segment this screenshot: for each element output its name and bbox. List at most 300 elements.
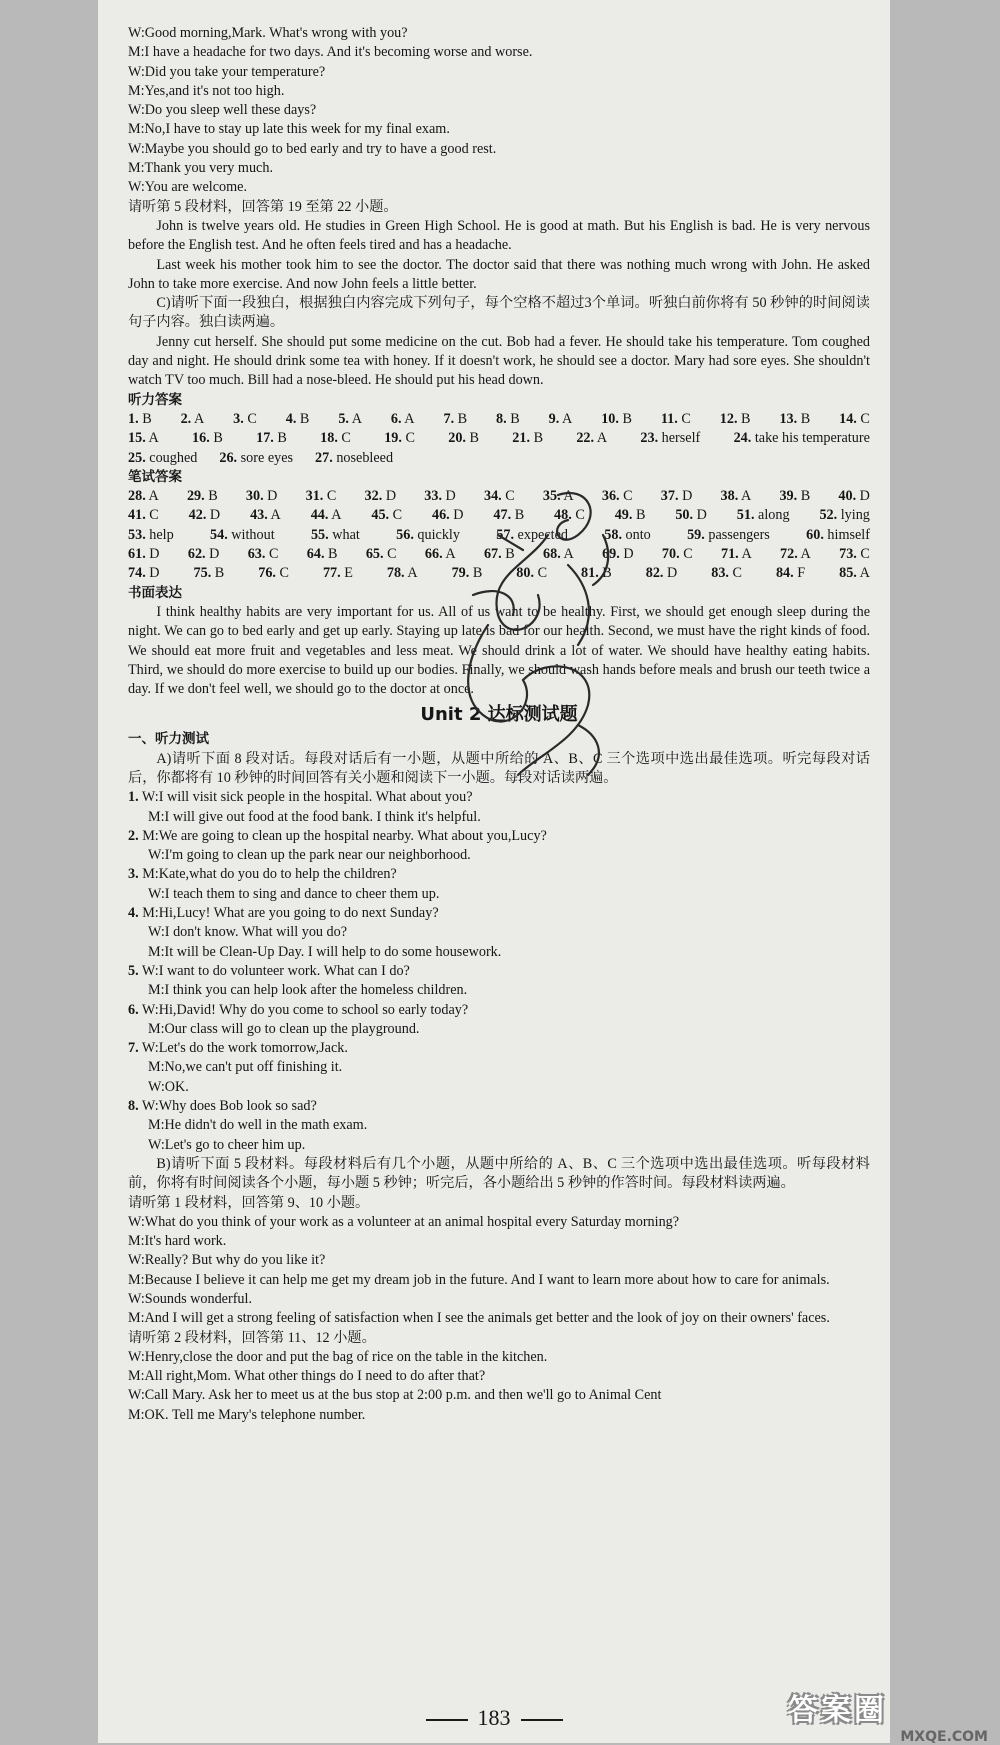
answer-item xyxy=(194,564,225,583)
answer-item xyxy=(338,410,362,429)
answer-item xyxy=(640,429,700,448)
answer-number: 62. xyxy=(187,546,206,563)
answer-value: sore eyes xyxy=(237,449,294,466)
section-b-instructions: B)请听下面 5 段材料。每段材料后有几个小题，从题中所给的 A、B、C 三个选项中选出最佳选项。听每段材料前，你将有时间阅读各个小题，每小题 5 秒钟；听完后，各小题给出 5 秒钟的作答时间。每段材料读两遍。 xyxy=(128,1155,870,1192)
answer-value: C xyxy=(679,546,693,563)
answer-value: coughed xyxy=(145,449,198,466)
dialogue-line: W:Maybe you should go to bed early and try to have a good rest. xyxy=(128,140,497,157)
answer-number: 78. xyxy=(386,565,405,582)
dialogue-line: 2. M:We are going to clean up the hospital nearby. What about you,Lucy? xyxy=(128,827,547,844)
dialogue-line: M:Our class will go to clean up the playground. xyxy=(148,1020,420,1037)
answer-item xyxy=(839,410,870,429)
dialogue-line: W:I don't know. What will you do? xyxy=(148,924,348,941)
passage-paragraph: Last week his mother took him to see the doctor. The doctor said that there was nothing much wrong with John. He asked John to take more exercise. And now John feels a little better. xyxy=(128,256,870,292)
answer-value: A xyxy=(401,410,415,427)
answer-value: C xyxy=(501,488,515,505)
answer-item xyxy=(128,564,160,583)
answer-value: D xyxy=(263,488,278,505)
answer-number: 83. xyxy=(711,565,729,582)
answer-item xyxy=(258,564,289,583)
answer-value: along xyxy=(754,507,790,524)
question-number: 3. xyxy=(128,866,139,883)
answer-number: 84. xyxy=(775,565,794,582)
answer-number: 69. xyxy=(602,546,620,563)
answer-value: B xyxy=(469,565,483,582)
dialogue-line: M:I have a headache for two days. And it's becoming worse and worse. xyxy=(128,44,533,61)
monologue-text: Jenny cut herself. She should put some medicine on the cut. Bob had a fever. He should take his temperature. Tom coughed day and night. He should drink some tea with honey. If it doesn't work, he should see a doctor. Mary had sore eyes. She shouldn't watch TV too much. Bill had a nose-bleed. He should put his head down. xyxy=(128,333,870,389)
answer-number: 43. xyxy=(250,507,268,524)
answer-number: 75. xyxy=(193,565,212,582)
answer-number: 20. xyxy=(448,430,466,447)
dialogue-line: W:Did you take your temperature? xyxy=(128,63,326,80)
answer-value: B xyxy=(209,430,223,447)
answer-number: 17. xyxy=(256,430,274,447)
answer-value: B xyxy=(211,565,225,582)
dialogue-line: M:It's hard work. xyxy=(128,1233,227,1250)
answer-value: B xyxy=(506,410,520,427)
answer-item xyxy=(188,545,220,564)
written-answers-heading: 笔试答案 xyxy=(128,468,182,485)
answer-item xyxy=(512,429,543,448)
answer-value: D xyxy=(856,488,870,505)
answer-number: 46. xyxy=(431,507,450,524)
answer-item xyxy=(128,545,160,564)
answer-number: 63. xyxy=(247,546,266,563)
answer-row xyxy=(128,429,870,448)
answer-item xyxy=(819,506,869,525)
answer-value: A xyxy=(191,410,205,427)
dialogue-line: M:All right,Mom. What other things do I need to do after that? xyxy=(128,1368,486,1385)
dialogue-line: 5. W:I want to do volunteer work. What can I do? xyxy=(128,962,410,979)
answer-item xyxy=(391,410,415,429)
answer-value: A xyxy=(560,546,574,563)
material-prompt: 请听第 1 段材料，回答第 9、10 小题。 xyxy=(128,1194,370,1211)
answer-value: D xyxy=(449,507,464,524)
answer-number: 9. xyxy=(548,410,560,427)
page-number-text: 183 xyxy=(477,1705,511,1730)
answer-item xyxy=(549,410,573,429)
answer-value: D xyxy=(693,507,707,524)
answer-number: 57. xyxy=(496,526,514,543)
answer-item xyxy=(776,564,805,583)
answer-item xyxy=(248,545,279,564)
answer-item xyxy=(371,506,402,525)
page-dash-right xyxy=(521,1719,563,1721)
answer-item xyxy=(187,487,218,506)
answer-item xyxy=(675,506,707,525)
answer-number: 77. xyxy=(322,565,341,582)
answer-number: 19. xyxy=(384,430,402,447)
answer-number: 12. xyxy=(719,410,738,427)
unit-title: Unit 2 达标测试题 xyxy=(420,704,578,726)
dialogue-line: W:You are welcome. xyxy=(128,179,247,196)
answer-value: B xyxy=(324,546,338,563)
dialogue-line: M:I will give out food at the food bank. I think it's helpful. xyxy=(148,808,481,825)
answer-value: A xyxy=(560,488,574,505)
answer-number: 13. xyxy=(779,410,798,427)
answer-item xyxy=(687,526,770,545)
answer-value: B xyxy=(204,488,218,505)
answer-row xyxy=(128,410,870,429)
answer-number: 21. xyxy=(512,430,531,447)
answer-number: 71. xyxy=(720,546,739,563)
answer-number: 66. xyxy=(424,546,443,563)
page-number xyxy=(98,1705,890,1731)
answer-number: 8. xyxy=(496,410,507,427)
answer-item xyxy=(720,410,751,429)
answer-value: A xyxy=(856,565,870,582)
answer-value: A xyxy=(559,410,573,427)
question-number: 2. xyxy=(128,827,139,844)
dialogue-line: M:Thank you very much. xyxy=(128,160,273,177)
answer-item xyxy=(384,429,415,448)
answer-value: B xyxy=(737,410,751,427)
answer-number: 59. xyxy=(687,526,705,543)
answer-number: 58. xyxy=(604,526,622,543)
answer-item xyxy=(839,564,870,583)
answer-item xyxy=(128,526,174,545)
answer-value: D xyxy=(663,565,678,582)
dialogue-line: M:I think you can help look after the homeless children. xyxy=(148,982,468,999)
answer-number: 72. xyxy=(780,546,798,563)
answer-value: B xyxy=(501,546,515,563)
answer-item xyxy=(246,487,278,506)
answer-number: 16. xyxy=(192,430,210,447)
answer-number: 30. xyxy=(245,488,264,505)
answer-number: 10. xyxy=(601,410,619,427)
answer-item xyxy=(366,545,397,564)
material-prompt: 请听第 2 段材料，回答第 11、12 小题。 xyxy=(128,1329,376,1346)
answer-number: 79. xyxy=(451,565,470,582)
passage-paragraph: John is twelve years old. He studies in Green High School. He is good at math. But his English is bad. He is very nervous before the English test. And he often feels tired and has a headache. xyxy=(128,217,870,254)
answer-number: 50. xyxy=(675,507,694,524)
answer-value: D xyxy=(619,546,634,563)
question-number: 1. xyxy=(128,789,139,806)
answer-value: C xyxy=(323,488,337,505)
passage xyxy=(128,217,870,294)
answer-number: 45. xyxy=(371,507,390,524)
answer-value: C xyxy=(677,410,691,427)
answer-number: 54. xyxy=(210,526,228,543)
answer-value: C xyxy=(243,410,257,427)
answer-value: B xyxy=(797,488,811,505)
answer-item xyxy=(721,487,752,506)
answer-item xyxy=(779,487,810,506)
handwritten-signature-stamp xyxy=(428,475,638,795)
dialogue-line: 4. M:Hi,Lucy! What are you going to do next Sunday? xyxy=(128,905,439,922)
answer-item xyxy=(780,545,811,564)
dialogue-line: W:Call Mary. Ask her to meet us at the bus stop at 2:00 p.m. and then we'll go to Animal Cent xyxy=(128,1387,662,1404)
answer-item xyxy=(661,410,691,429)
answer-item xyxy=(734,429,870,448)
scanned-page xyxy=(98,0,890,1743)
watermark-text: 答案圈 xyxy=(788,1693,887,1728)
answer-value: B xyxy=(511,507,525,524)
dialogue-line: W:What do you think of your work as a volunteer at an animal hospital every Saturday morning? xyxy=(128,1213,680,1230)
answer-value: B xyxy=(618,410,632,427)
answer-number: 74. xyxy=(128,565,146,582)
section-a-instructions: A)请听下面 8 段对话。每段对话后有一小题，从题中所给的 A、B、C 三个选项中选出最佳选项。听完每段对话后，你都将有 10 秒钟的时间回答有关小题和阅读下一小题。每段对话读两遍。 xyxy=(128,750,870,786)
answer-number: 48. xyxy=(554,507,572,524)
answer-value: C xyxy=(571,507,585,524)
answer-number: 32. xyxy=(364,488,383,505)
answer-number: 52. xyxy=(819,507,838,524)
dialogue-line: M:It will be Clean-Up Day. I will help to do some housework. xyxy=(148,943,502,960)
answer-number: 37. xyxy=(660,488,679,505)
answer-number: 82. xyxy=(645,565,664,582)
answer-item xyxy=(662,545,693,564)
answer-item xyxy=(189,506,221,525)
answer-value: without xyxy=(227,526,275,543)
answer-value: D xyxy=(145,546,160,563)
answer-value: expected xyxy=(514,526,568,543)
answer-number: 34. xyxy=(483,488,502,505)
dialogue-block xyxy=(128,24,870,198)
dialogue-line: M:And I will get a strong feeling of satisfaction when I see the animals get better and the look of joy on their owners' faces. xyxy=(128,1310,830,1327)
dialogue-line: 8. W:Why does Bob look so sad? xyxy=(128,1098,317,1115)
answer-value: B xyxy=(632,507,646,524)
answer-value: F xyxy=(793,565,806,582)
question-number: 7. xyxy=(128,1040,139,1057)
answer-number: 40. xyxy=(838,488,857,505)
answer-value: C xyxy=(856,546,870,563)
answer-number: 23. xyxy=(640,430,659,447)
answer-value: D xyxy=(382,488,397,505)
answer-item xyxy=(233,410,257,429)
answer-number: 53. xyxy=(128,526,146,543)
answer-item xyxy=(219,449,293,468)
answer-number: 28. xyxy=(128,488,146,505)
answer-item xyxy=(838,487,870,506)
answer-number: 64. xyxy=(306,546,325,563)
answer-number: 85. xyxy=(839,565,857,582)
answer-value: A xyxy=(267,507,281,524)
answer-number: 81. xyxy=(581,565,599,582)
answer-number: 14. xyxy=(839,410,857,427)
answer-item xyxy=(661,487,693,506)
answer-item xyxy=(128,487,159,506)
question-number: 5. xyxy=(128,962,139,979)
dialogue-line: 1. W:I will visit sick people in the hospital. What about you? xyxy=(128,789,473,806)
answer-item xyxy=(181,410,205,429)
answer-value: B xyxy=(598,565,612,582)
answer-number: 25. xyxy=(128,449,146,466)
dialogue-line: 3. M:Kate,what do you do to help the children? xyxy=(128,866,397,883)
answer-number: 44. xyxy=(310,507,329,524)
answer-value: take his temperature xyxy=(751,430,870,447)
answer-value: herself xyxy=(658,430,701,447)
answer-item xyxy=(443,410,467,429)
answer-number: 38. xyxy=(720,488,739,505)
answer-number: 56. xyxy=(396,526,414,543)
answer-value: E xyxy=(340,565,353,582)
answer-number: 22. xyxy=(576,430,595,447)
listening-answers xyxy=(128,410,870,468)
dialogue-line: W:Good morning,Mark. What's wrong with you? xyxy=(128,25,408,41)
answer-item xyxy=(711,564,742,583)
answer-value: D xyxy=(205,546,220,563)
answer-item xyxy=(286,410,310,429)
answer-value: C xyxy=(389,507,403,524)
answer-number: 68. xyxy=(543,546,561,563)
answer-item xyxy=(250,506,281,525)
watermark-logo xyxy=(788,1685,988,1745)
answer-value: A xyxy=(594,430,608,447)
listening-answers-heading: 听力答案 xyxy=(128,391,182,408)
answer-value: A xyxy=(404,565,418,582)
answer-value: C xyxy=(401,430,415,447)
answer-item xyxy=(737,506,790,525)
answer-item xyxy=(256,429,287,448)
answer-value: C xyxy=(856,410,870,427)
answer-value: D xyxy=(678,488,693,505)
dialogue-line: M:No,we can't put off finishing it. xyxy=(148,1059,343,1076)
answer-value: C xyxy=(337,430,351,447)
answer-number: 3. xyxy=(233,410,244,427)
answer-value: A xyxy=(145,430,159,447)
listening-test-heading: 一、听力测试 xyxy=(128,731,209,748)
answer-number: 36. xyxy=(601,488,620,505)
answer-number: 26. xyxy=(219,449,238,466)
answer-item xyxy=(806,526,870,545)
answer-value: passengers xyxy=(704,526,770,543)
answer-item xyxy=(128,429,159,448)
dialogue-line: W:I'm going to clean up the park near our neighborhood. xyxy=(148,847,471,864)
section-c-instructions: C)请听下面一段独白，根据独白内容完成下列句子，每个空格不超过3个单词。听独白前你将有 50 秒钟的时间阅读句子内容。独白读两遍。 xyxy=(128,295,870,331)
answer-value: B xyxy=(454,410,468,427)
answer-item xyxy=(779,410,810,429)
answer-value: D xyxy=(441,488,456,505)
answer-number: 15. xyxy=(128,430,146,447)
dialogue-line: M:Because I believe it can help me get my dream job in the future. And I want to learn more about how to care for animals. xyxy=(128,1271,830,1288)
dialogue-line: W:OK. xyxy=(148,1078,189,1095)
dialogue-line: M:No,I have to stay up late this week for my final exam. xyxy=(128,121,450,138)
answer-item xyxy=(601,410,632,429)
answer-value: D xyxy=(206,507,221,524)
answer-item xyxy=(192,429,223,448)
answer-number: 2. xyxy=(180,410,192,427)
answer-value: B xyxy=(296,410,310,427)
answer-number: 47. xyxy=(493,507,512,524)
dialogue-line: 6. W:Hi,David! Why do you come to school so early today? xyxy=(128,1001,469,1018)
answer-number: 39. xyxy=(779,488,798,505)
answer-number: 1. xyxy=(128,410,139,427)
answer-number: 29. xyxy=(186,488,205,505)
answer-number: 24. xyxy=(733,430,752,447)
answer-item xyxy=(320,429,351,448)
writing-heading: 书面表达 xyxy=(128,584,182,601)
answer-value: lying xyxy=(837,507,870,524)
answer-value: A xyxy=(145,488,159,505)
answer-item xyxy=(576,429,607,448)
answer-value: D xyxy=(145,565,160,582)
answer-value: A xyxy=(738,488,752,505)
answer-item xyxy=(210,526,275,545)
answer-number: 67. xyxy=(483,546,502,563)
answer-row xyxy=(128,449,870,468)
dialogue-line: W:Sounds wonderful. xyxy=(128,1291,252,1307)
answer-number: 11. xyxy=(660,410,678,427)
answer-value: A xyxy=(797,546,811,563)
answer-number: 55. xyxy=(310,526,329,543)
dialogue-line: M:He didn't do well in the math exam. xyxy=(148,1117,368,1134)
answer-number: 73. xyxy=(839,546,857,563)
dialogue-line: W:Let's go to cheer him up. xyxy=(148,1136,306,1153)
answer-value: what xyxy=(328,526,360,543)
answer-value: B xyxy=(465,430,479,447)
answer-number: 51. xyxy=(736,507,755,524)
question-number: 4. xyxy=(128,905,139,922)
answer-value: B xyxy=(273,430,287,447)
watermark-url: MXQE.COM xyxy=(900,1729,988,1745)
dialogue-line: W:Henry,close the door and put the bag of rice on the table in the kitchen. xyxy=(128,1348,548,1365)
answer-number: 27. xyxy=(315,449,333,466)
answer-item xyxy=(496,410,520,429)
answer-value: C xyxy=(534,565,548,582)
material-dialogue xyxy=(128,1213,870,1329)
answer-item xyxy=(315,449,393,468)
answer-value: nosebleed xyxy=(332,449,394,466)
answer-value: C xyxy=(265,546,279,563)
dialogue-line: M:Yes,and it's not too high. xyxy=(128,82,285,99)
answer-item xyxy=(387,564,418,583)
answer-item xyxy=(128,506,159,525)
dialogue-line: W:I teach them to sing and dance to cheer them up. xyxy=(148,885,440,902)
answer-number: 76. xyxy=(258,565,276,582)
answer-value: C xyxy=(619,488,633,505)
answer-item xyxy=(448,429,479,448)
answer-item xyxy=(323,564,353,583)
answer-value: A xyxy=(442,546,456,563)
answer-value: B xyxy=(138,410,152,427)
answer-value: himself xyxy=(823,526,870,543)
answer-value: B xyxy=(530,430,544,447)
answer-value: onto xyxy=(622,526,651,543)
question-number: 6. xyxy=(128,1001,139,1018)
answer-value: C xyxy=(145,507,159,524)
answer-value: C xyxy=(728,565,742,582)
question-number: 8. xyxy=(128,1098,139,1115)
answer-value: A xyxy=(328,507,342,524)
answer-value: help xyxy=(145,526,174,543)
answer-item xyxy=(128,410,152,429)
answer-item xyxy=(311,506,342,525)
material-prompt: 请听第 5 段材料，回答第 19 至第 22 小题。 xyxy=(128,198,398,215)
answer-number: 7. xyxy=(443,410,455,427)
section-a-dialogues xyxy=(128,788,870,1155)
answer-value: A xyxy=(738,546,752,563)
answer-number: 61. xyxy=(128,546,146,563)
answer-number: 49. xyxy=(614,507,633,524)
answer-number: 31. xyxy=(305,488,324,505)
answer-item xyxy=(646,564,678,583)
dialogue-line: W:Do you sleep well these days? xyxy=(128,102,317,119)
answer-number: 6. xyxy=(390,410,402,427)
answer-number: 5. xyxy=(338,410,349,427)
answer-item xyxy=(307,545,338,564)
dialogue-line: 7. W:Let's do the work tomorrow,Jack. xyxy=(128,1040,348,1057)
answer-number: 80. xyxy=(516,565,535,582)
answer-number: 18. xyxy=(320,430,338,447)
answer-value: C xyxy=(383,546,397,563)
answer-value: B xyxy=(797,410,811,427)
answer-item xyxy=(311,526,360,545)
dialogue-line: M:OK. Tell me Mary's telephone number. xyxy=(128,1406,366,1423)
answer-number: 60. xyxy=(806,526,824,543)
material-dialogue xyxy=(128,1348,870,1425)
answer-number: 65. xyxy=(365,546,384,563)
answer-number: 42. xyxy=(188,507,207,524)
